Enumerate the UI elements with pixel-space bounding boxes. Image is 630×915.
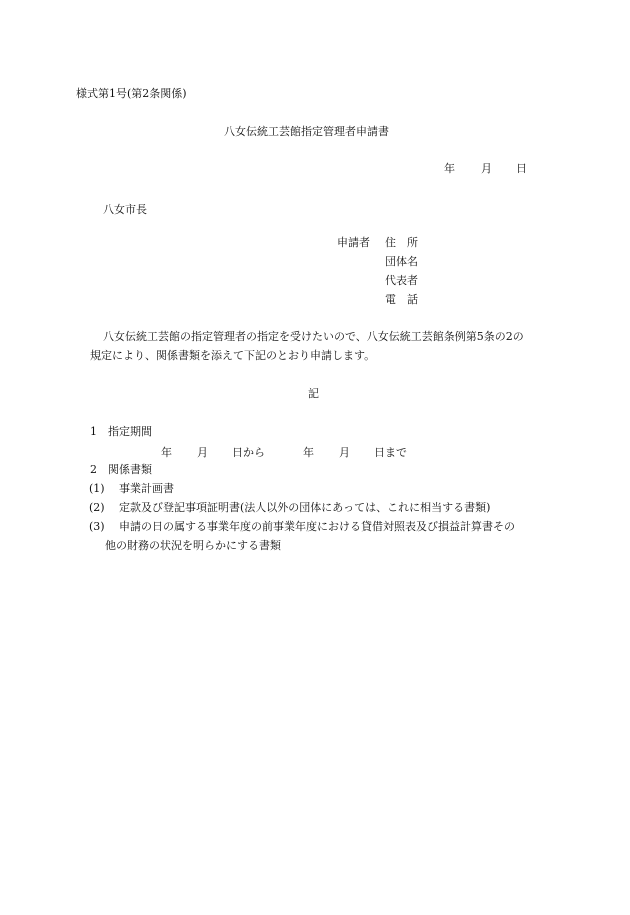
item-3-continuation: 他の財務の状況を明らかにする書類 — [105, 539, 281, 552]
item-2-text: 定款及び登記事項証明書(法人以外の団体にあっては、これに相当する書類) — [119, 501, 491, 514]
addressee: 八女市長 — [103, 203, 147, 216]
applicant-representative: 代表者 — [385, 274, 418, 287]
applicant-address: 住 所 — [385, 236, 418, 249]
applicant-label: 申請者 — [337, 236, 370, 249]
period-to-year: 年 — [303, 446, 314, 459]
period-from-day: 日から — [232, 446, 265, 459]
period-to-day: 日まで — [374, 446, 407, 459]
body-line-2: 規定により、関係書類を添えて下記のとおり申請します。 — [90, 349, 376, 362]
section-1-heading: 1 指定期間 — [90, 425, 152, 438]
ki-heading: 記 — [308, 387, 319, 400]
date-year: 年 — [444, 162, 455, 175]
item-2-number: (2) — [89, 501, 105, 514]
document-title: 八女伝統工芸館指定管理者申請書 — [224, 125, 389, 138]
item-1-text: 事業計画書 — [119, 482, 174, 495]
item-3-number: (3) — [89, 520, 105, 533]
period-from-year: 年 — [161, 446, 172, 459]
section-2-heading: 2 関係書類 — [90, 463, 152, 476]
date-month: 月 — [481, 162, 492, 175]
period-line — [161, 444, 421, 457]
period-from-month: 月 — [197, 446, 208, 459]
date-day: 日 — [516, 162, 527, 175]
item-3-text: 申請の日の属する事業年度の前事業年度における貸借対照表及び損益計算書その — [119, 520, 515, 533]
body-line-1: 八女伝統工芸館の指定管理者の指定を受けたいので、八女伝統工芸館条例第5条の2の — [103, 330, 524, 343]
applicant-phone: 電 話 — [385, 293, 418, 306]
item-1-number: (1) — [89, 482, 105, 495]
form-label: 様式第1号(第2条関係) — [76, 87, 187, 100]
period-to-month: 月 — [339, 446, 350, 459]
applicant-organization: 団体名 — [385, 255, 418, 268]
date-line — [444, 160, 534, 173]
